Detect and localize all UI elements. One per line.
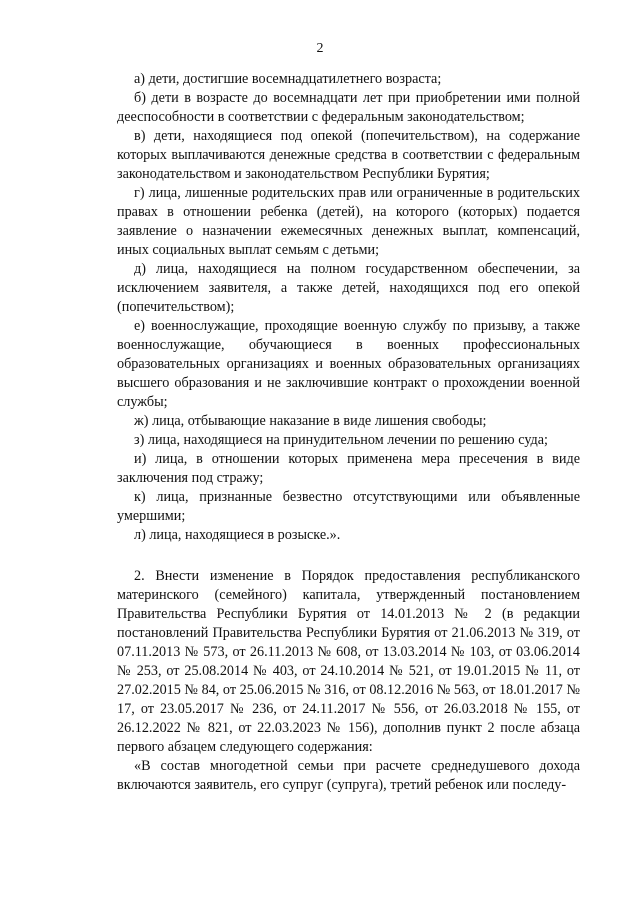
list-item-g: г) лица, лишенные родительских прав или ограниченные в родительских правах в отношении ребенка (детей), на которого (которых) подается заявление о назначении ежемесячных денежных выплат, компенсаций, иных социальных выплат семьям с детьми; [117,185,580,258]
list-item-l: л) лица, находящиеся в розыске.». [134,527,341,543]
list-item-e: е) военнослужащие, проходящие военную службу по призыву, а также военнослужащие, обучающиеся в военных профессиональных образовательных организациях и военных образовательных организациях высшего образования и не заключившие контракт о прохождении военной службы; [117,318,580,410]
list-item-i: и) лица, в отношении которых применена мера пресечения в виде заключения под стражу; [117,451,580,486]
list-item-a: а) дети, достигшие восемнадцатилетнего возраста; [134,71,442,87]
list-item-d: д) лица, находящиеся на полном государственном обеспечении, за исключением заявителя, а также детей, находящихся под его опекой (попечительством); [117,261,580,315]
list-item-v: в) дети, находящиеся под опекой (попечительством), на содержание которых выплачиваются денежные средства в соответствии с федеральным законодательством и законодательством Республики Бурятия; [117,128,580,182]
list-item-zh: ж) лица, отбывающие наказание в виде лишения свободы; [134,413,487,429]
document-body [117,70,580,795]
quoted-paragraph: «В состав многодетной семьи при расчете среднедушевого дохода включаются заявитель, его супруг (супруга), третий ребенок или последу- [117,758,580,793]
list-item-b: б) дети в возрасте до восемнадцати лет при приобретении ими полной дееспособности в соответствии с федеральным законодательством; [117,90,580,125]
page-number: 2 [316,41,324,56]
section-2-paragraph: 2. Внести изменение в Порядок предоставления республиканского материнского (семейного) капитала, утвержденный постановлением Правительства Республики Бурятия от 14.01.2013 № 2 (в редакции постановлений Правительства Республики Бурятия от 21.06.2013 № 319, от 07.11.2013 № 573, от 26.11.2013 № 608, от 13.03.2014 № 103, от 03.06.2014 № 253, от 25.08.2014 № 403, от 24.10.2014 № 521, от 19.01.2015 № 11, от 27.02.2015 № 84, от 25.06.2015 № 316, от 08.12.2016 № 563, от 18.01.2017 № 17, от 23.05.2017 № 236, от 24.11.2017 № 556, от 26.03.2018 № 155, от 26.12.2022 № 821, от 22.03.2023 № 156), дополнив пункт 2 после абзаца первого абзацем следующего содержания: [117,568,580,755]
list-item-z: з) лица, находящиеся на принудительном лечении по решению суда; [134,432,548,448]
list-item-k: к) лица, признанные безвестно отсутствующими или объявленные умершими; [117,489,580,524]
